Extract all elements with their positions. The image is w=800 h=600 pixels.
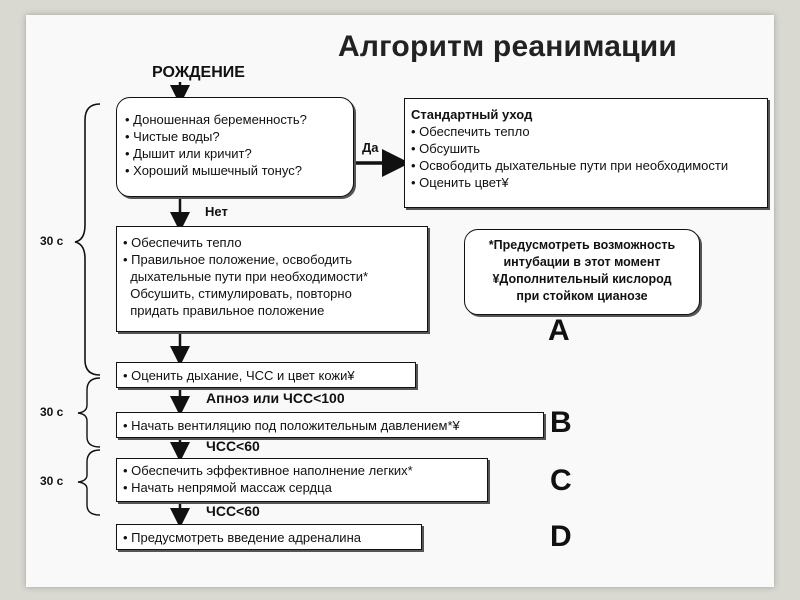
evaluate-box: [116, 362, 416, 388]
step-a-item: Обсушить, стимулировать, повторно: [123, 286, 352, 301]
assessment-item: • Хороший мышечный тонус?: [125, 163, 302, 178]
step-letter-b: B: [550, 406, 572, 439]
compressions-item: • Обеспечить эффективное наполнение легких*: [123, 463, 413, 478]
assessment-item: • Чистые воды?: [125, 129, 220, 144]
time-label-2: 30 с: [40, 405, 64, 419]
step-letter-c: C: [550, 464, 572, 497]
start-label: РОЖДЕНИЕ: [152, 64, 245, 81]
time-label-1: 30 с: [40, 234, 64, 248]
note-line: ¥Дополнительный кислород: [492, 272, 672, 286]
note-line: при стойком цианозе: [516, 289, 648, 303]
step-a-box: [116, 226, 428, 332]
brace-1: [75, 104, 100, 375]
ventilation-box: [116, 412, 544, 438]
compressions-box: [116, 458, 488, 502]
apnea-label: Апноэ или ЧСС<100: [206, 390, 345, 406]
compressions-item: • Начать непрямой массаж сердца: [123, 480, 332, 495]
step-letter-a: A: [548, 314, 570, 347]
brace-2: [78, 378, 100, 447]
adrenaline-text: • Предусмотреть введение адреналина: [123, 530, 361, 545]
hr60-label-2: ЧСС<60: [206, 503, 260, 519]
page-title: Алгоритм реанимации: [338, 30, 678, 63]
assessment-item: • Доношенная беременность?: [125, 112, 307, 127]
note-line: *Предусмотреть возможность: [488, 238, 676, 252]
routine-care-box: [404, 98, 768, 208]
brace-3: [78, 450, 100, 515]
step-a-item: • Правильное положение, освободить: [123, 252, 353, 267]
note-box: [464, 229, 700, 315]
hr60-label-1: ЧСС<60: [206, 438, 260, 454]
routine-care-item: • Обеспечить тепло: [411, 124, 530, 139]
adrenaline-box: [116, 524, 422, 550]
time-label-3: 30 с: [40, 474, 64, 488]
routine-care-item: • Освободить дыхательные пути при необходимости: [411, 158, 729, 173]
assessment-item: • Дышит или кричит?: [125, 146, 252, 161]
ventilation-text: • Начать вентиляцию под положительным давлением*¥: [123, 418, 460, 433]
note-line: интубации в этот момент: [503, 255, 661, 269]
step-a-item: дыхательные пути при необходимости*: [123, 269, 369, 284]
routine-care-item: • Обсушить: [411, 141, 480, 156]
step-a-item: придать правильное положение: [123, 303, 325, 318]
step-letter-d: D: [550, 520, 572, 553]
routine-care-item: • Оценить цвет¥: [411, 175, 509, 190]
no-label: Нет: [205, 204, 228, 219]
yes-label: Да: [362, 140, 379, 155]
routine-care-heading: Стандартный уход: [411, 107, 533, 122]
step-a-item: • Обеспечить тепло: [123, 235, 242, 250]
assessment-box: [116, 97, 354, 197]
evaluate-text: • Оценить дыхание, ЧСС и цвет кожи¥: [123, 368, 355, 383]
